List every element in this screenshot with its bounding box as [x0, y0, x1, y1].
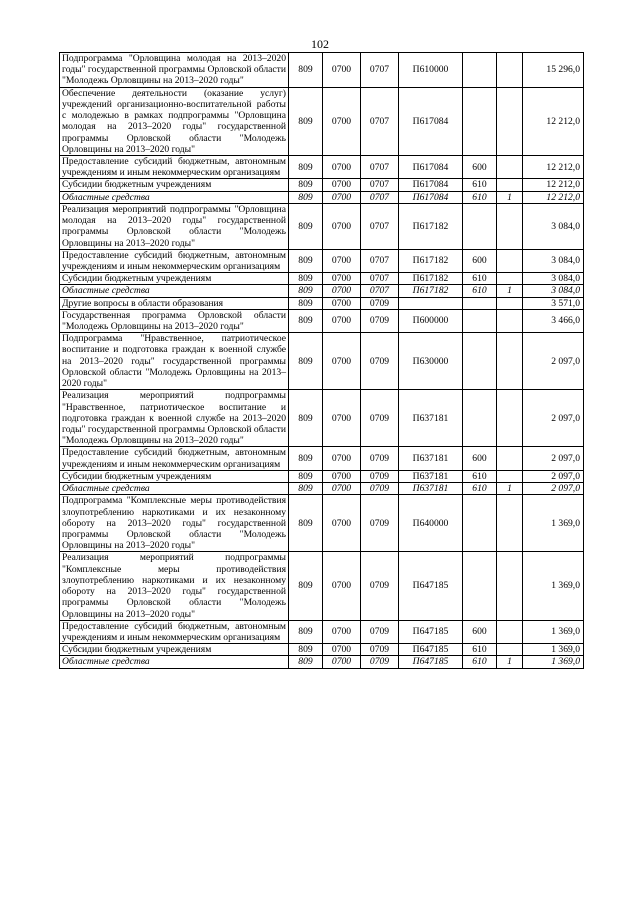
- funding-source: [497, 297, 523, 309]
- expense-type: 600: [463, 249, 497, 272]
- ministry-code: 809: [289, 644, 323, 656]
- funding-source: [497, 179, 523, 191]
- ministry-code: 809: [289, 483, 323, 495]
- row-name: Областные средства: [60, 191, 289, 203]
- row-name: Подпрограмма "Комплексные меры противодействия злоупотреблению наркотиками и их незаконному обороту на 2013–2020 годы" государственной программы Орловской области "Молодежь Орловщины на 2013–2020 годы": [60, 495, 289, 552]
- ministry-code: 809: [289, 297, 323, 309]
- target-article: П637181: [399, 483, 463, 495]
- table-row: [60, 191, 584, 203]
- table-row: [60, 470, 584, 482]
- expense-type: 610: [463, 191, 497, 203]
- target-article: П637181: [399, 447, 463, 470]
- section-code: 0700: [323, 495, 361, 552]
- row-name: Областные средства: [60, 285, 289, 297]
- expense-type: 600: [463, 155, 497, 178]
- amount: 3 084,0: [523, 285, 584, 297]
- ministry-code: 809: [289, 552, 323, 620]
- table-row: [60, 285, 584, 297]
- ministry-code: 809: [289, 203, 323, 249]
- amount: 3 466,0: [523, 309, 584, 332]
- funding-source: [497, 155, 523, 178]
- section-code: 0700: [323, 285, 361, 297]
- target-article: [399, 297, 463, 309]
- section-code: 0700: [323, 447, 361, 470]
- subsection-code: 0707: [361, 87, 399, 155]
- row-name: Подпрограмма "Нравственное, патриотическое воспитание и подготовка граждан к военной службе на 2013–2020 годы" государственной программы Орловской области "Молодежь Орловщины на 2013–2020 годы": [60, 333, 289, 390]
- section-code: 0700: [323, 483, 361, 495]
- section-code: 0700: [323, 87, 361, 155]
- row-name: Предоставление субсидий бюджетным, автономным учреждениям и иным некоммерческим организациям: [60, 155, 289, 178]
- expense-type: [463, 53, 497, 88]
- subsection-code: 0709: [361, 470, 399, 482]
- subsection-code: 0707: [361, 191, 399, 203]
- ministry-code: 809: [289, 309, 323, 332]
- expense-type: [463, 309, 497, 332]
- row-name: Другие вопросы в области образования: [60, 297, 289, 309]
- subsection-code: 0707: [361, 285, 399, 297]
- ministry-code: 809: [289, 53, 323, 88]
- section-code: 0700: [323, 552, 361, 620]
- expense-type: 610: [463, 644, 497, 656]
- amount: 1 369,0: [523, 495, 584, 552]
- row-name: Субсидии бюджетным учреждениям: [60, 644, 289, 656]
- table-row: [60, 495, 584, 552]
- funding-source: 1: [497, 285, 523, 297]
- target-article: П637181: [399, 470, 463, 482]
- section-code: 0700: [323, 309, 361, 332]
- subsection-code: 0709: [361, 552, 399, 620]
- subsection-code: 0707: [361, 203, 399, 249]
- row-name: Предоставление субсидий бюджетным, автономным учреждениям и иным некоммерческим организациям: [60, 620, 289, 643]
- section-code: 0700: [323, 203, 361, 249]
- funding-source: [497, 495, 523, 552]
- funding-source: [497, 249, 523, 272]
- row-name: Предоставление субсидий бюджетным, автономным учреждениям и иным некоммерческим организациям: [60, 249, 289, 272]
- table-row: [60, 203, 584, 249]
- ministry-code: 809: [289, 447, 323, 470]
- target-article: П637181: [399, 390, 463, 447]
- target-article: П647185: [399, 644, 463, 656]
- expense-type: 610: [463, 470, 497, 482]
- row-name: Государственная программа Орловской области "Молодежь Орловщины на 2013–2020 годы": [60, 309, 289, 332]
- target-article: П617182: [399, 273, 463, 285]
- expense-type: [463, 87, 497, 155]
- amount: 12 212,0: [523, 191, 584, 203]
- section-code: 0700: [323, 273, 361, 285]
- ministry-code: 809: [289, 495, 323, 552]
- subsection-code: 0707: [361, 273, 399, 285]
- budget-table: [59, 52, 584, 669]
- amount: 12 212,0: [523, 155, 584, 178]
- ministry-code: 809: [289, 179, 323, 191]
- amount: 1 369,0: [523, 620, 584, 643]
- section-code: 0700: [323, 620, 361, 643]
- table-row: [60, 179, 584, 191]
- amount: 1 369,0: [523, 644, 584, 656]
- subsection-code: 0709: [361, 309, 399, 332]
- ministry-code: 809: [289, 191, 323, 203]
- funding-source: [497, 273, 523, 285]
- row-name: Субсидии бюджетным учреждениям: [60, 179, 289, 191]
- amount: 12 212,0: [523, 179, 584, 191]
- subsection-code: 0709: [361, 656, 399, 668]
- table-row: [60, 297, 584, 309]
- amount: 1 369,0: [523, 552, 584, 620]
- subsection-code: 0709: [361, 644, 399, 656]
- row-name: Обеспечение деятельности (оказание услуг) учреждений организационно-воспитательной работы с молодежью в рамках подпрограммы "Орловщина молодая на 2013–2020 годы" государственной программы Орловской области "Молодежь Орловщины на 2013–2020 годы": [60, 87, 289, 155]
- subsection-code: 0707: [361, 179, 399, 191]
- row-name: Субсидии бюджетным учреждениям: [60, 273, 289, 285]
- funding-source: [497, 620, 523, 643]
- subsection-code: 0709: [361, 495, 399, 552]
- ministry-code: 809: [289, 285, 323, 297]
- target-article: П647185: [399, 552, 463, 620]
- ministry-code: 809: [289, 87, 323, 155]
- expense-type: [463, 297, 497, 309]
- funding-source: 1: [497, 483, 523, 495]
- target-article: П640000: [399, 495, 463, 552]
- table-row: [60, 644, 584, 656]
- subsection-code: 0707: [361, 249, 399, 272]
- table-row: [60, 620, 584, 643]
- amount: 3 571,0: [523, 297, 584, 309]
- funding-source: 1: [497, 656, 523, 668]
- table-row: [60, 249, 584, 272]
- subsection-code: 0709: [361, 390, 399, 447]
- amount: 2 097,0: [523, 483, 584, 495]
- subsection-code: 0709: [361, 297, 399, 309]
- section-code: 0700: [323, 155, 361, 178]
- target-article: П617084: [399, 87, 463, 155]
- table-row: [60, 87, 584, 155]
- amount: 2 097,0: [523, 333, 584, 390]
- subsection-code: 0707: [361, 155, 399, 178]
- target-article: П630000: [399, 333, 463, 390]
- expense-type: 600: [463, 447, 497, 470]
- expense-type: [463, 203, 497, 249]
- amount: 15 296,0: [523, 53, 584, 88]
- funding-source: 1: [497, 191, 523, 203]
- expense-type: [463, 390, 497, 447]
- ministry-code: 809: [289, 656, 323, 668]
- expense-type: 610: [463, 656, 497, 668]
- row-name: Областные средства: [60, 483, 289, 495]
- ministry-code: 809: [289, 333, 323, 390]
- expense-type: [463, 495, 497, 552]
- funding-source: [497, 203, 523, 249]
- target-article: П617182: [399, 203, 463, 249]
- table-row: [60, 273, 584, 285]
- table-row: [60, 155, 584, 178]
- section-code: 0700: [323, 191, 361, 203]
- amount: 2 097,0: [523, 470, 584, 482]
- target-article: П600000: [399, 309, 463, 332]
- funding-source: [497, 333, 523, 390]
- amount: 3 084,0: [523, 249, 584, 272]
- target-article: П617084: [399, 191, 463, 203]
- expense-type: 610: [463, 285, 497, 297]
- subsection-code: 0707: [361, 53, 399, 88]
- funding-source: [497, 390, 523, 447]
- section-code: 0700: [323, 390, 361, 447]
- row-name: Субсидии бюджетным учреждениям: [60, 470, 289, 482]
- page-number: 102: [311, 37, 329, 51]
- subsection-code: 0709: [361, 333, 399, 390]
- expense-type: [463, 333, 497, 390]
- target-article: П617084: [399, 155, 463, 178]
- funding-source: [497, 447, 523, 470]
- table-row: [60, 309, 584, 332]
- expense-type: 600: [463, 620, 497, 643]
- ministry-code: 809: [289, 155, 323, 178]
- ministry-code: 809: [289, 470, 323, 482]
- target-article: П617182: [399, 285, 463, 297]
- section-code: 0700: [323, 249, 361, 272]
- section-code: 0700: [323, 644, 361, 656]
- section-code: 0700: [323, 53, 361, 88]
- funding-source: [497, 470, 523, 482]
- funding-source: [497, 552, 523, 620]
- funding-source: [497, 53, 523, 88]
- section-code: 0700: [323, 297, 361, 309]
- amount: 2 097,0: [523, 447, 584, 470]
- subsection-code: 0709: [361, 483, 399, 495]
- target-article: П610000: [399, 53, 463, 88]
- table-row: [60, 656, 584, 668]
- amount: 1 369,0: [523, 656, 584, 668]
- target-article: П647185: [399, 656, 463, 668]
- subsection-code: 0709: [361, 620, 399, 643]
- expense-type: 610: [463, 273, 497, 285]
- row-name: Областные средства: [60, 656, 289, 668]
- row-name: Реализация мероприятий подпрограммы "Комплексные меры противодействия злоупотреблению наркотиками и их незаконному обороту на 2013–2020 годы" государственной программы Орловской области "Молодежь Орловщины на 2013–2020 годы": [60, 552, 289, 620]
- row-name: Предоставление субсидий бюджетным, автономным учреждениям и иным некоммерческим организациям: [60, 447, 289, 470]
- funding-source: [497, 644, 523, 656]
- expense-type: 610: [463, 483, 497, 495]
- section-code: 0700: [323, 179, 361, 191]
- table-row: [60, 333, 584, 390]
- table-row: [60, 483, 584, 495]
- ministry-code: 809: [289, 390, 323, 447]
- amount: 12 212,0: [523, 87, 584, 155]
- funding-source: [497, 309, 523, 332]
- ministry-code: 809: [289, 620, 323, 643]
- ministry-code: 809: [289, 249, 323, 272]
- row-name: Реализация мероприятий подпрограммы "Орловщина молодая на 2013–2020 годы" государственной программы Орловской области "Молодежь Орловщины на 2013–2020 годы": [60, 203, 289, 249]
- row-name: Подпрограмма "Орловщина молодая на 2013–2020 годы" государственной программы Орловской области "Молодежь Орловщины на 2013–2020 годы": [60, 53, 289, 88]
- table-row: [60, 53, 584, 88]
- amount: 3 084,0: [523, 203, 584, 249]
- section-code: 0700: [323, 470, 361, 482]
- amount: 2 097,0: [523, 390, 584, 447]
- expense-type: 610: [463, 179, 497, 191]
- table-row: [60, 447, 584, 470]
- funding-source: [497, 87, 523, 155]
- target-article: П617084: [399, 179, 463, 191]
- section-code: 0700: [323, 333, 361, 390]
- expense-type: [463, 552, 497, 620]
- subsection-code: 0709: [361, 447, 399, 470]
- section-code: 0700: [323, 656, 361, 668]
- table-row: [60, 390, 584, 447]
- ministry-code: 809: [289, 273, 323, 285]
- row-name: Реализация мероприятий подпрограммы "Нравственное, патриотическое воспитание и подготовка граждан к военной службе на 2013–2020 годы" государственной программы Орловской области "Молодежь Орловщины на 2013–2020 годы": [60, 390, 289, 447]
- target-article: П617182: [399, 249, 463, 272]
- target-article: П647185: [399, 620, 463, 643]
- amount: 3 084,0: [523, 273, 584, 285]
- table-row: [60, 552, 584, 620]
